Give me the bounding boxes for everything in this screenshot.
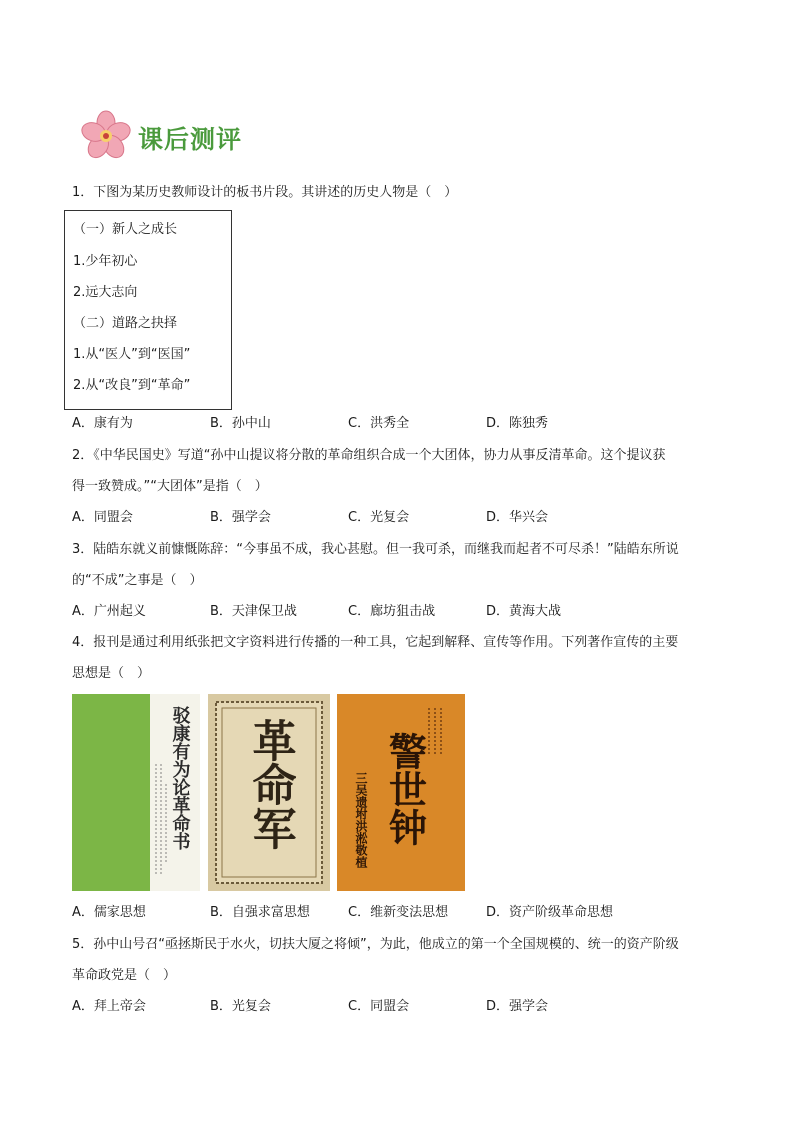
book-cover-geming-jun xyxy=(208,694,330,891)
board-line: 2.从“改良”到“革命” xyxy=(73,378,191,393)
book-2-title: 革命军 xyxy=(244,718,296,850)
board-line: 1.少年初心 xyxy=(73,254,138,269)
board-line: （一）新人之成长 xyxy=(73,222,178,237)
question-3-option-a[interactable]: A．广州起义 xyxy=(72,604,146,619)
question-2-stem-line-2: 得一致赞成。”“大团体”是指（ ） xyxy=(72,479,268,494)
board-line: （二）道路之抉择 xyxy=(73,316,178,331)
question-5-option-a[interactable]: A．拜上帝会 xyxy=(72,999,146,1014)
question-5-stem-line-2: 革命政党是（ ） xyxy=(72,968,177,983)
board-line: 2.远大志向 xyxy=(73,285,138,300)
question-2-option-a[interactable]: A．同盟会 xyxy=(72,510,133,525)
question-1-option-a[interactable]: A．康有为 xyxy=(72,416,133,431)
question-3-option-c[interactable]: C．廊坊狙击战 xyxy=(348,604,436,619)
question-5-stem-line-1: 5．孙中山号召“亟拯斯民于水火，切扶大厦之将倾”，为此，他成立的第一个全国规模的、统一的资产阶级 xyxy=(72,937,679,952)
question-5-option-b[interactable]: B．光复会 xyxy=(210,999,271,1014)
question-4-option-d[interactable]: D．资产阶级革命思想 xyxy=(486,905,614,920)
question-4-option-a[interactable]: A．儒家思想 xyxy=(72,905,146,920)
question-5-option-c[interactable]: C．同盟会 xyxy=(348,999,410,1014)
question-1-option-c[interactable]: C．洪秀全 xyxy=(348,416,410,431)
question-3-stem-line-2: 的“不成”之事是（ ） xyxy=(72,573,203,588)
question-1-stem: 1．下图为某历史教师设计的板书片段。其讲述的历史人物是（ ） xyxy=(72,185,458,200)
question-1-option-b[interactable]: B．孙中山 xyxy=(210,416,271,431)
section-title: 课后测评 xyxy=(138,125,243,154)
question-4-stem-line-1: 4．报刊是通过利用纸张把文字资料进行传播的一种工具，它起到解释、宣传等作用。下列著作宣传的主要 xyxy=(72,635,679,650)
question-4-option-b[interactable]: B．自强求富思想 xyxy=(210,905,310,920)
book-cover-jingshi-zhong xyxy=(337,694,465,891)
section-header xyxy=(78,110,338,162)
book-cover-bo-kang xyxy=(72,694,200,891)
book-3-subtitle: 三吴遗坿洪淞敬植 xyxy=(354,772,368,868)
blackboard-excerpt xyxy=(64,210,232,410)
question-2-option-c[interactable]: C．光复会 xyxy=(348,510,410,525)
question-4-option-c[interactable]: C．维新变法思想 xyxy=(348,905,449,920)
question-2-option-b[interactable]: B．强学会 xyxy=(210,510,271,525)
question-2-option-d[interactable]: D．华兴会 xyxy=(486,510,549,525)
question-1-option-d[interactable]: D．陈独秀 xyxy=(486,416,549,431)
question-4-stem-line-2: 思想是（ ） xyxy=(72,666,151,681)
question-3-option-b[interactable]: B．天津保卫战 xyxy=(210,604,297,619)
question-3-option-d[interactable]: D．黄海大战 xyxy=(486,604,562,619)
question-2-stem-line-1: 2．《中华民国史》写道“孙中山提议将分散的革命组织合成一个大团体，协力从事反清革命。这个提议获 xyxy=(72,448,666,463)
book-1-title: 驳康有为论革命书 xyxy=(169,706,191,850)
book-3-title: 警世钟 xyxy=(382,732,428,846)
board-line: 1.从“医人”到“医国” xyxy=(73,347,191,362)
question-5-option-d[interactable]: D．强学会 xyxy=(486,999,549,1014)
plum-blossom-icon xyxy=(78,110,134,162)
question-3-stem-line-1: 3．陆皓东就义前慷慨陈辞：“今事虽不成，我心甚慰。但一我可杀，而继我而起者不可尽杀！”陆皓东所说 xyxy=(72,542,679,557)
